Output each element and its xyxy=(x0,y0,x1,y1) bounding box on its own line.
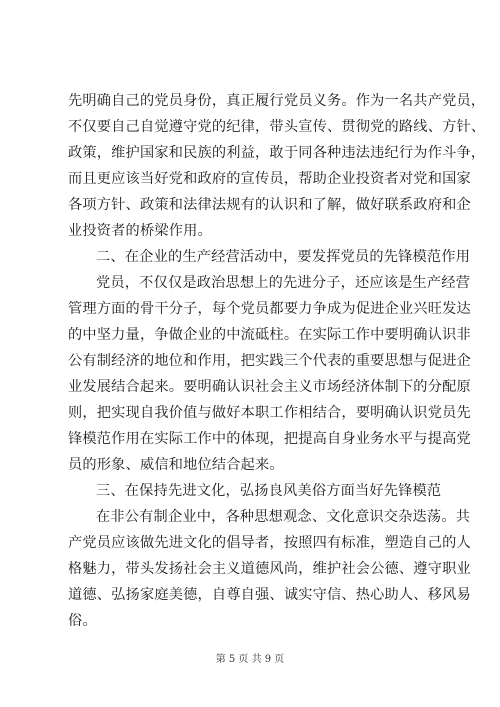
text-line: 产党员应该做先进文化的倡导者，按照四有标准，塑造自己的人 xyxy=(68,535,471,551)
text-line: 而且更应该当好党和政府的宣传员，帮助企业投资者对党和国家 xyxy=(68,171,471,187)
text-line: 道德、弘扬家庭美德，自尊自强、诚实守信、热心助人、移风易 xyxy=(68,587,471,603)
text-line: 管理方面的骨干分子，每个党员都要力争成为促进企业兴旺发达 xyxy=(68,301,471,317)
text-line: 各项方针、政策和法律法规有的认识和了解，做好联系政府和企 xyxy=(68,197,471,213)
text-line: 在非公有制企业中，各种思想观念、文化意识交杂迭荡。共 xyxy=(96,509,471,525)
text-line: 先明确自己的党员身份，真正履行党员义务。作为一名共产党员， xyxy=(68,93,486,109)
page-number-footer: 第 5 页 共 9 页 xyxy=(215,654,285,665)
text-line: 则，把实现自我价值与做好本职工作相结合，要明确认识党员先 xyxy=(68,405,471,421)
section-heading: 二、在企业的生产经营活动中，要发挥党员的先锋模范作用 xyxy=(96,249,471,265)
text-line: 不仅要自己自觉遵守党的纪律，带头宣传、贯彻党的路线、方针、 xyxy=(68,119,486,135)
text-line: 业投资者的桥梁作用。 xyxy=(68,223,212,239)
text-line: 公有制经济的地位和作用，把实践三个代表的重要思想与促进企 xyxy=(68,353,471,369)
text-line: 政策，维护国家和民族的利益，敢于同各种违法违纪行为作斗争， xyxy=(68,145,486,161)
text-line: 锋模范作用在实际工作中的体现，把提高自身业务水平与提高党 xyxy=(68,431,471,447)
text-line: 俗。 xyxy=(68,613,97,629)
text-line: 党员，不仅仅是政治思想上的先进分子，还应该是生产经营 xyxy=(96,275,471,291)
text-line: 员的形象、威信和地位结合起来。 xyxy=(68,457,284,473)
document-body xyxy=(68,88,486,634)
text-line: 业发展结合起来。要明确认识社会主义市场经济体制下的分配原 xyxy=(68,379,471,395)
section-heading: 三、在保持先进文化，弘扬良风美俗方面当好先锋模范 xyxy=(96,483,442,499)
text-line: 格魅力，带头发扬社会主义道德风尚，维护社会公德、遵守职业 xyxy=(68,561,471,577)
text-line: 的中坚力量，争做企业的中流砥柱。在实际工作中要明确认识非 xyxy=(68,327,471,343)
